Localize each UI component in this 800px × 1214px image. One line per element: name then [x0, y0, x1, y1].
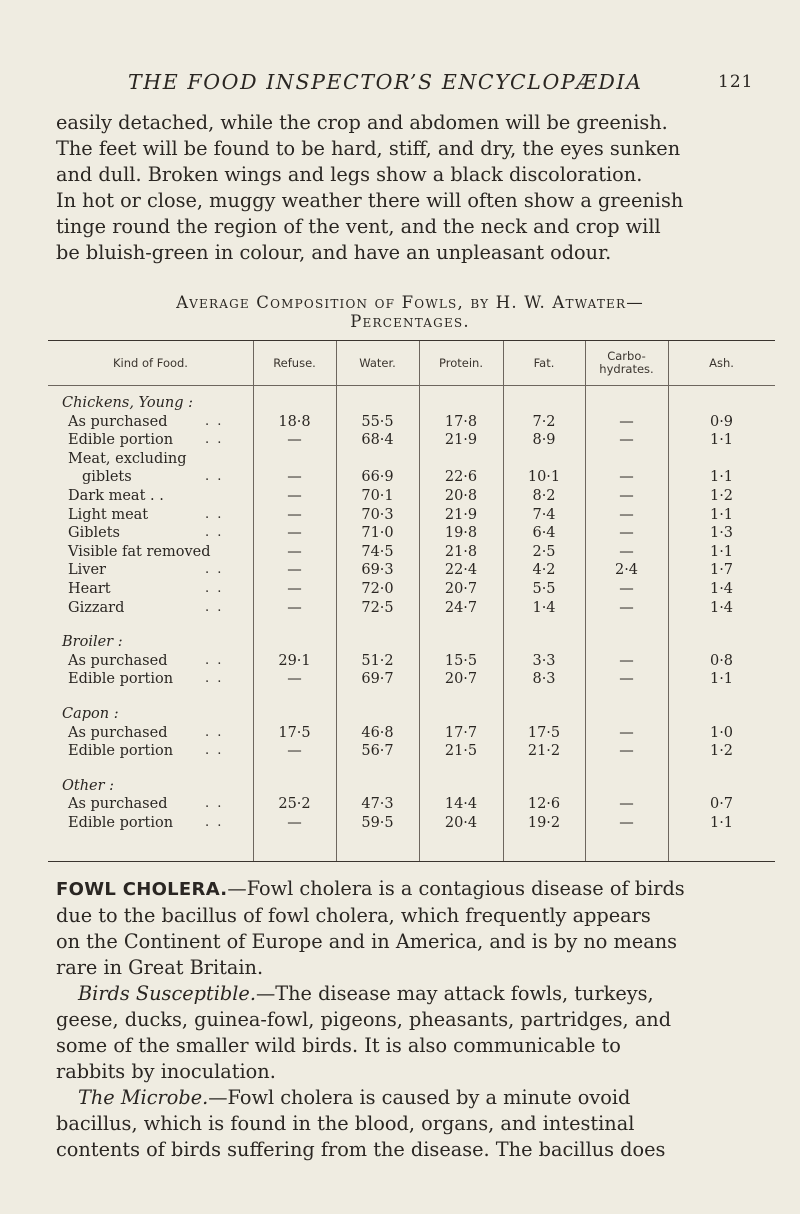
table-cell: — [619, 413, 634, 430]
text-line: rabbits by inoculation. [56, 1060, 276, 1083]
table-cell: 66·9 [361, 469, 394, 486]
column-header: Kind of Food. [113, 355, 188, 370]
text-line: and dull. Broken wings and legs show a black discoloration. [56, 163, 643, 186]
table-cell: 22·4 [444, 562, 478, 579]
row-label: Edible portion [68, 432, 174, 449]
table-cell: 10·1 [527, 469, 561, 486]
table-cell: 18·8 [278, 413, 311, 430]
table-cell: — [619, 506, 634, 523]
table-cell: — [287, 671, 302, 688]
subheading-microbe: The Microbe. [78, 1086, 209, 1109]
table-cell: — [619, 488, 634, 504]
leader-dots: . . [205, 743, 224, 759]
table-cell: — [287, 743, 302, 760]
table-cell: — [619, 469, 634, 486]
leader-dots: . . [205, 413, 224, 429]
table-cell: 14·4 [444, 796, 478, 813]
table-cell: — [287, 562, 302, 579]
table-cell: 15·5 [444, 652, 478, 669]
table-cell: 70·3 [361, 506, 394, 523]
table-cell: 0·7 [709, 796, 734, 813]
table-cell: 3·3 [532, 652, 556, 669]
table-cell: 1·3 [709, 525, 734, 542]
table-cell: 59·5 [361, 815, 394, 831]
column-header: Protein. [439, 355, 483, 370]
subheading-birds: Birds Susceptible. [78, 982, 256, 1005]
table-cell: 46·8 [361, 724, 394, 741]
text-line [56, 981, 772, 1007]
column-header: Ash. [709, 355, 734, 370]
table-cell: — [619, 815, 634, 831]
table-cell: 72·5 [361, 599, 394, 616]
table-cell: — [287, 469, 302, 486]
group-title: Chickens, Young : [62, 395, 194, 411]
text-line: tinge round the region of the vent, and the neck and crop will [56, 215, 661, 238]
table-cell: — [287, 488, 302, 504]
table-cell: 5·5 [532, 581, 556, 597]
table-cell: 1·1 [709, 815, 734, 831]
table-cell: 12·6 [527, 796, 561, 813]
leader-dots: . . [205, 671, 224, 687]
table-cell: — [619, 796, 634, 813]
row-label: Visible fat removed [68, 543, 211, 560]
table-cell: 20·7 [444, 581, 478, 597]
table-cell: 68·4 [361, 432, 394, 449]
text-line: easily detached, while the crop and abdomen will be greenish. [56, 111, 668, 134]
table-cell: 21·8 [444, 543, 478, 560]
table-cell: 2·5 [532, 543, 556, 560]
table-cell: 21·2 [527, 743, 561, 760]
table-cell: 71·0 [361, 525, 394, 542]
text-line [56, 1085, 772, 1111]
group-title: Other : [62, 777, 115, 794]
leader-dots: . . [205, 815, 224, 830]
column-header: Water. [359, 355, 396, 370]
row-label: Gizzard [68, 599, 125, 616]
table-cell: — [287, 815, 302, 831]
table-cell: 21·9 [444, 432, 478, 449]
row-label: As purchased [68, 796, 168, 813]
table-cell: 4·2 [532, 562, 556, 579]
caption-line: Average Composition of Fowls, by H. W. Atwater— [176, 293, 644, 312]
row-label: Dark meat . . [68, 488, 164, 504]
header-rule [48, 385, 775, 386]
row-label: Giblets [68, 525, 120, 542]
table-cell: 20·4 [444, 815, 478, 831]
table-cell: 8·3 [532, 671, 556, 688]
table-cell: — [619, 652, 634, 669]
table-cell: — [287, 599, 302, 616]
table-cell: 7·4 [532, 506, 556, 523]
group-title: Capon : [62, 706, 119, 722]
table-cell: 1·4 [532, 599, 556, 616]
table-cell: — [619, 724, 634, 741]
table-cell: — [287, 543, 302, 560]
table-cell: 1·4 [709, 581, 734, 597]
fowl-cholera-section [56, 876, 772, 1163]
table-cell: 0·9 [709, 413, 734, 430]
table-cell: 8·9 [532, 432, 556, 449]
leader-dots: . . [205, 506, 224, 522]
page-number: 121 [718, 72, 754, 92]
composition-table [48, 340, 775, 862]
table-cell: — [619, 543, 634, 560]
table-cell: 2·4 [614, 562, 639, 579]
table-cell: 72·0 [361, 581, 394, 597]
text-line: bacillus, which is found in the blood, organs, and intestinal [56, 1112, 635, 1135]
leader-dots: . . [205, 432, 224, 448]
table-cell: 17·5 [527, 724, 561, 741]
row-label: As purchased [68, 652, 168, 669]
text-line: be bluish-green in colour, and have an unpleasant odour. [56, 241, 612, 264]
table-cell: 55·5 [361, 413, 394, 430]
table-cell: — [619, 432, 634, 449]
row-label: Edible portion [68, 743, 174, 760]
row-label: Light meat [68, 506, 149, 523]
table-cell: 20·7 [444, 671, 478, 688]
table-cell: 21·9 [444, 506, 478, 523]
table-cell: 56·7 [361, 743, 394, 760]
group-title: Broiler : [62, 634, 123, 651]
row-label: giblets [82, 469, 132, 486]
table-cell: 17·8 [444, 413, 478, 430]
leader-dots: . . [205, 581, 224, 596]
table-cell: — [619, 671, 634, 688]
text-fragment: —Fowl cholera is a contagious disease of birds [227, 877, 685, 900]
table-cell: 19·8 [444, 525, 478, 542]
table-cell: 7·2 [532, 413, 556, 430]
table-cell: 1·1 [709, 469, 734, 486]
table-cell: 20·8 [444, 488, 478, 504]
table-cell: 69·3 [361, 562, 394, 579]
intro-paragraph [56, 110, 772, 266]
row-label: Liver [68, 562, 106, 579]
column-header: Carbo- hydrates. [599, 349, 654, 376]
table-cell: 70·1 [361, 488, 394, 504]
text-line: The feet will be found to be hard, stiff, and dry, the eyes sunken [56, 137, 681, 160]
table-cell: 1·4 [709, 599, 734, 616]
row-label: As purchased [68, 724, 168, 741]
table-cell: — [619, 743, 634, 760]
caption-line: Percentages. [350, 312, 470, 331]
table-cell: 1·2 [709, 488, 734, 504]
row-label: Meat, excluding [68, 450, 187, 467]
table-cell: 1·7 [709, 562, 734, 579]
table-cell: 1·1 [709, 671, 734, 688]
table-cell: 1·1 [709, 506, 734, 523]
table-caption [80, 293, 740, 331]
table-cell: 47·3 [361, 796, 394, 813]
table-cell: — [619, 525, 634, 542]
leader-dots: . . [205, 599, 224, 615]
leader-dots: . . [205, 724, 224, 740]
row-label: As purchased [68, 413, 168, 430]
table-cell: 19·2 [527, 815, 561, 831]
text-fragment: —Fowl cholera is caused by a minute ovoid [208, 1086, 631, 1109]
table-cell: — [287, 506, 302, 523]
table-cell: 6·4 [532, 525, 556, 542]
text-line: geese, ducks, guinea-fowl, pigeons, pheasants, partridges, and [56, 1008, 672, 1031]
text-line: rare in Great Britain. [56, 956, 264, 979]
table-cell: 51·2 [361, 652, 394, 669]
table-cell: — [619, 581, 634, 597]
column-header: Fat. [533, 355, 555, 370]
row-label: Edible portion [68, 671, 174, 688]
leader-dots: . . [205, 652, 224, 668]
text-line: contents of birds suffering from the disease. The bacillus does [56, 1138, 666, 1161]
table-cell: 74·5 [361, 543, 394, 560]
table-cell: — [619, 599, 634, 616]
text-line: due to the bacillus of fowl cholera, which frequently appears [56, 904, 651, 927]
table-cell: 22·6 [444, 469, 478, 486]
text-line: some of the smaller wild birds. It is also communicable to [56, 1034, 621, 1057]
table-cell: 21·5 [444, 743, 478, 760]
running-head [0, 70, 800, 104]
table-cell: 8·2 [532, 488, 556, 504]
column-header: Refuse. [273, 355, 316, 370]
table-cell: 1·0 [709, 724, 734, 741]
table-cell: 1·1 [709, 543, 734, 560]
table-cell: 24·7 [444, 599, 478, 616]
table-cell: — [287, 581, 302, 597]
row-label: Heart [68, 581, 111, 597]
table-cell: 25·2 [278, 796, 311, 813]
table-cell: 1·2 [709, 743, 734, 760]
table-cell: 0·8 [709, 652, 734, 669]
table-cell: 69·7 [361, 671, 394, 688]
table-cell: — [287, 432, 302, 449]
table-cell: 17·7 [444, 724, 478, 741]
leader-dots: . . [205, 796, 224, 812]
table-cell: — [287, 525, 302, 542]
leader-dots: . . [205, 562, 224, 578]
leader-dots: . . [205, 525, 224, 541]
text-line: In hot or close, muggy weather there will often show a greenish [56, 189, 684, 212]
table-cell: 29·1 [278, 652, 311, 669]
text-fragment: —The disease may attack fowls, turkeys, [255, 982, 654, 1005]
table-cell: 1·1 [709, 432, 734, 449]
section-heading: FOWL CHOLERA. [56, 879, 228, 900]
text-line [56, 876, 772, 903]
leader-dots: . . [205, 469, 224, 485]
table-cell: 17·5 [278, 724, 311, 741]
text-line: on the Continent of Europe and in America, and is by no means [56, 930, 678, 953]
row-label: Edible portion [68, 815, 174, 831]
running-title: THE FOOD INSPECTOR’S ENCYCLOPÆDIA [128, 70, 643, 94]
